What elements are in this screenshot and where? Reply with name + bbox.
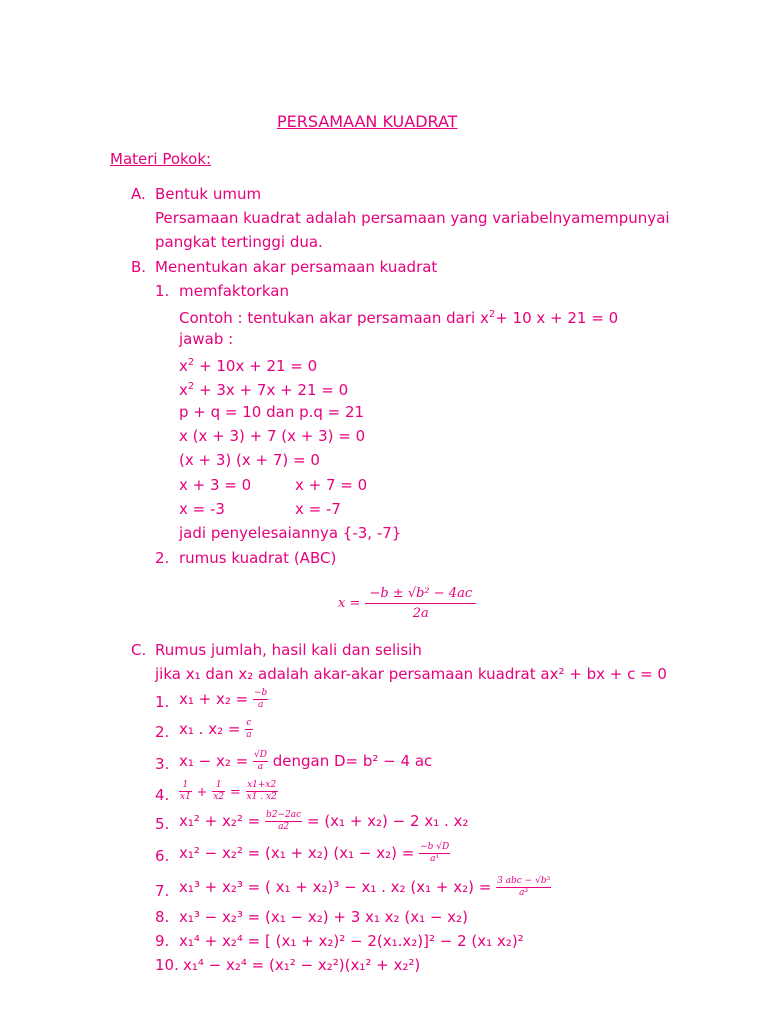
formula-4-a-denominator: x1 — [180, 792, 191, 802]
formula-5-text: x₁² + x₂² = — [179, 812, 261, 830]
step-5: (x + 3) (x + 7) = 0 — [179, 451, 320, 469]
formula-4-c-numerator: x1+x2 — [247, 780, 277, 790]
formula-4-b-denominator: x2 — [213, 792, 225, 802]
formula-4-plus: + — [196, 785, 208, 800]
step-2-x: x — [179, 381, 188, 399]
formula-4-a-numerator: 1 — [179, 780, 192, 792]
formula-5 — [179, 810, 468, 833]
step-1-x: x — [179, 357, 188, 375]
formula-1-denominator: a — [257, 700, 264, 710]
item-1-title: memfaktorkan — [179, 282, 289, 300]
abc-fraction — [365, 586, 476, 621]
page-title: PERSAMAAN KUADRAT — [277, 112, 458, 131]
section-a-line-1: Persamaan kuadrat adalah persamaan yang variabelnyamempunyai — [155, 209, 670, 227]
formula-3-tail: dengan D= b² − 4 ac — [272, 752, 433, 770]
formula-1-numerator: −b — [254, 688, 268, 698]
formula-3-text: x₁ − x₂ = — [179, 752, 249, 770]
formula-1-number: 1. — [155, 693, 170, 711]
step-2-exponent: 2 — [187, 381, 195, 392]
formula-6-numerator: −b √D — [420, 842, 450, 852]
section-a-line-2: pangkat tertinggi dua. — [155, 233, 323, 251]
formula-9-number: 9. — [155, 932, 170, 950]
formula-3-fraction — [253, 750, 268, 773]
materi-heading: Materi Pokok: — [110, 150, 212, 168]
item-2-title: rumus kuadrat (ABC) — [179, 549, 337, 567]
formula-4-number: 4. — [155, 786, 170, 804]
section-c-heading: Rumus jumlah, hasil kali dan selisih — [155, 641, 422, 659]
formula-3 — [179, 750, 432, 773]
formula-4-c-denominator: x1 . x2 — [246, 792, 277, 802]
jawab-label: jawab : — [179, 330, 234, 348]
formula-6-fraction — [419, 842, 450, 865]
step-2 — [179, 377, 348, 400]
formula-2-numerator: c — [246, 718, 252, 728]
formula-4-frac-c — [246, 780, 278, 803]
formula-5-fraction — [265, 810, 302, 833]
formula-4-frac-a — [179, 780, 192, 803]
item-2-number: 2. — [155, 549, 170, 567]
section-c-label: C. — [131, 641, 147, 659]
step-7b: x = -7 — [295, 500, 341, 518]
formula-8-number: 8. — [155, 908, 170, 926]
formula-5-number: 5. — [155, 815, 170, 833]
contoh-text: Contoh : tentukan akar persamaan dari x — [179, 309, 489, 327]
formula-9: x₁⁴ + x₂⁴ = [ (x₁ + x₂)² − 2(x₁.x₂)]² − 2 (x₁ x₂)² — [179, 932, 524, 950]
contoh-exponent: 2 — [488, 309, 496, 320]
formula-7 — [179, 876, 551, 899]
formula-10-number: 10. — [155, 956, 179, 974]
jadi-line: jadi penyelesaiannya {-3, -7} — [179, 524, 402, 542]
step-7a: x = -3 — [179, 500, 225, 518]
formula-6-text: x₁² − x₂² = (x₁ + x₂) (x₁ − x₂) = — [179, 844, 415, 862]
formula-7-denominator: a³ — [519, 888, 529, 898]
step-2-rest: + 3x + 7x + 21 = 0 — [194, 381, 349, 399]
step-6b: x + 7 = 0 — [295, 476, 368, 494]
formula-5-tail: = (x₁ + x₂) − 2 x₁ . x₂ — [306, 812, 469, 830]
step-1-exponent: 2 — [187, 357, 195, 368]
formula-4-frac-b — [212, 780, 225, 803]
formula-1 — [179, 688, 268, 711]
formula-2 — [179, 718, 253, 741]
formula-4-b-numerator: 1 — [212, 780, 225, 792]
section-a-label: A. — [131, 185, 146, 203]
abc-formula — [338, 586, 476, 621]
step-1 — [179, 353, 317, 376]
formula-7-numerator: 3 abc − √b³ — [497, 876, 551, 886]
formula-5-denominator: a2 — [278, 822, 290, 832]
formula-6 — [179, 842, 450, 865]
formula-2-fraction — [245, 718, 252, 741]
formula-5-numerator: b2−2ac — [266, 810, 302, 820]
abc-numerator: −b ± √b² − 4ac — [365, 586, 476, 604]
section-b-heading: Menentukan akar persamaan kuadrat — [155, 258, 438, 276]
step-1-rest: + 10x + 21 = 0 — [194, 357, 318, 375]
section-b-label: B. — [131, 258, 147, 276]
abc-lhs: x = — [338, 596, 361, 611]
formula-7-fraction — [496, 876, 551, 899]
section-a-heading: Bentuk umum — [155, 185, 262, 203]
formula-3-numerator: √D — [254, 750, 267, 760]
formula-2-denominator: a — [246, 730, 252, 740]
formula-1-text: x₁ + x₂ = — [179, 690, 249, 708]
formula-2-number: 2. — [155, 723, 170, 741]
formula-6-number: 6. — [155, 847, 170, 865]
formula-7-number: 7. — [155, 882, 170, 900]
contoh-rest: + 10 x + 21 = 0 — [495, 309, 619, 327]
formula-8: x₁³ − x₂³ = (x₁ − x₂) + 3 x₁ x₂ (x₁ − x₂) — [179, 908, 468, 926]
step-4: x (x + 3) + 7 (x + 3) = 0 — [179, 427, 366, 445]
formula-6-denominator: a¹ — [430, 854, 440, 864]
formula-10: x₁⁴ − x₂⁴ = (x₁² − x₂²)(x₁² + x₂²) — [183, 956, 421, 974]
formula-4-equals: = — [229, 785, 241, 800]
formula-3-number: 3. — [155, 755, 170, 773]
abc-denominator: 2a — [412, 606, 429, 621]
formula-1-fraction — [253, 688, 268, 711]
step-3: p + q = 10 dan p.q = 21 — [179, 403, 365, 421]
formula-2-text: x₁ . x₂ = — [179, 720, 241, 738]
formula-7-text: x₁³ + x₂³ = ( x₁ + x₂)³ − x₁ . x₂ (x₁ + x₂) = — [179, 878, 492, 896]
item-1-number: 1. — [155, 282, 170, 300]
contoh-line — [179, 305, 618, 328]
step-6a: x + 3 = 0 — [179, 476, 252, 494]
formula-4 — [179, 780, 278, 803]
section-c-intro: jika x₁ dan x₂ adalah akar-akar persamaan kuadrat ax² + bx + c = 0 — [155, 665, 667, 683]
formula-3-denominator: a — [257, 762, 264, 772]
